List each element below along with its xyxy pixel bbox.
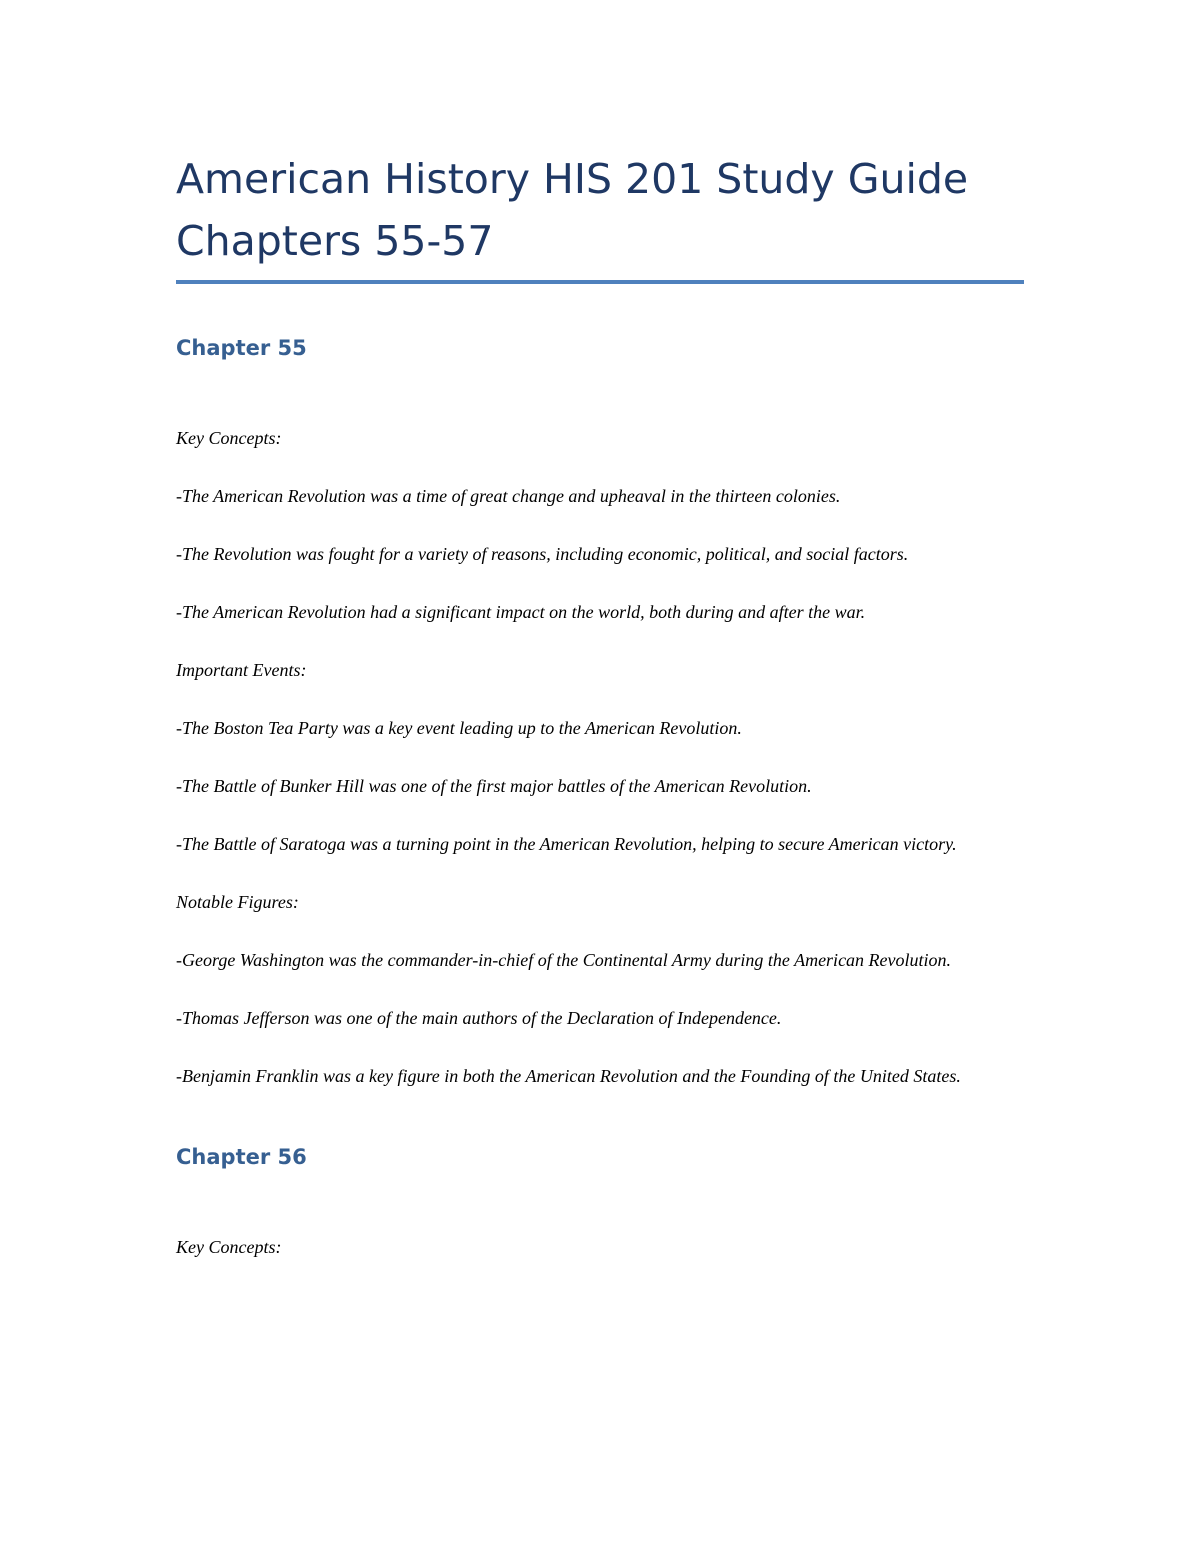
figure-item: -Benjamin Franklin was a key figure in both the American Revolution and the Founding of the United States. [176,1066,961,1086]
title-line-2: Chapters 55-57 [176,217,494,265]
key-concept-item: -The American Revolution had a significant impact on the world, both during and after the war. [176,602,866,622]
chapter-55-notable-figures [176,888,1024,1091]
important-events-label: Important Events: [176,660,307,680]
event-item: -The Battle of Saratoga was a turning point in the American Revolution, helping to secure American victory. [176,834,957,854]
document-title [176,148,1024,280]
notable-figures-label: Notable Figures: [176,892,299,912]
event-item: -The Boston Tea Party was a key event leading up to the American Revolution. [176,718,742,738]
key-concept-item: -The American Revolution was a time of great change and upheaval in the thirteen colonies. [176,486,841,506]
chapter-55-important-events [176,656,1024,859]
chapter-heading-56: Chapter 56 [176,1145,307,1169]
figure-item: -Thomas Jefferson was one of the main authors of the Declaration of Independence. [176,1008,782,1028]
key-concept-item: -The Revolution was fought for a variety of reasons, including economic, political, and social factors. [176,544,909,564]
figure-item: -George Washington was the commander-in-chief of the Continental Army during the American Revolution. [176,950,952,970]
title-underline [176,280,1024,284]
chapter-56-key-concepts [176,1233,1024,1262]
key-concepts-label: Key Concepts: [176,1237,282,1257]
event-item: -The Battle of Bunker Hill was one of the first major battles of the American Revolution. [176,776,812,796]
document-body [176,148,1024,1262]
title-line-1: American History HIS 201 Study Guide [176,155,969,203]
chapter-heading-55: Chapter 55 [176,336,307,360]
chapter-55-key-concepts [176,424,1024,627]
key-concepts-label: Key Concepts: [176,428,282,448]
